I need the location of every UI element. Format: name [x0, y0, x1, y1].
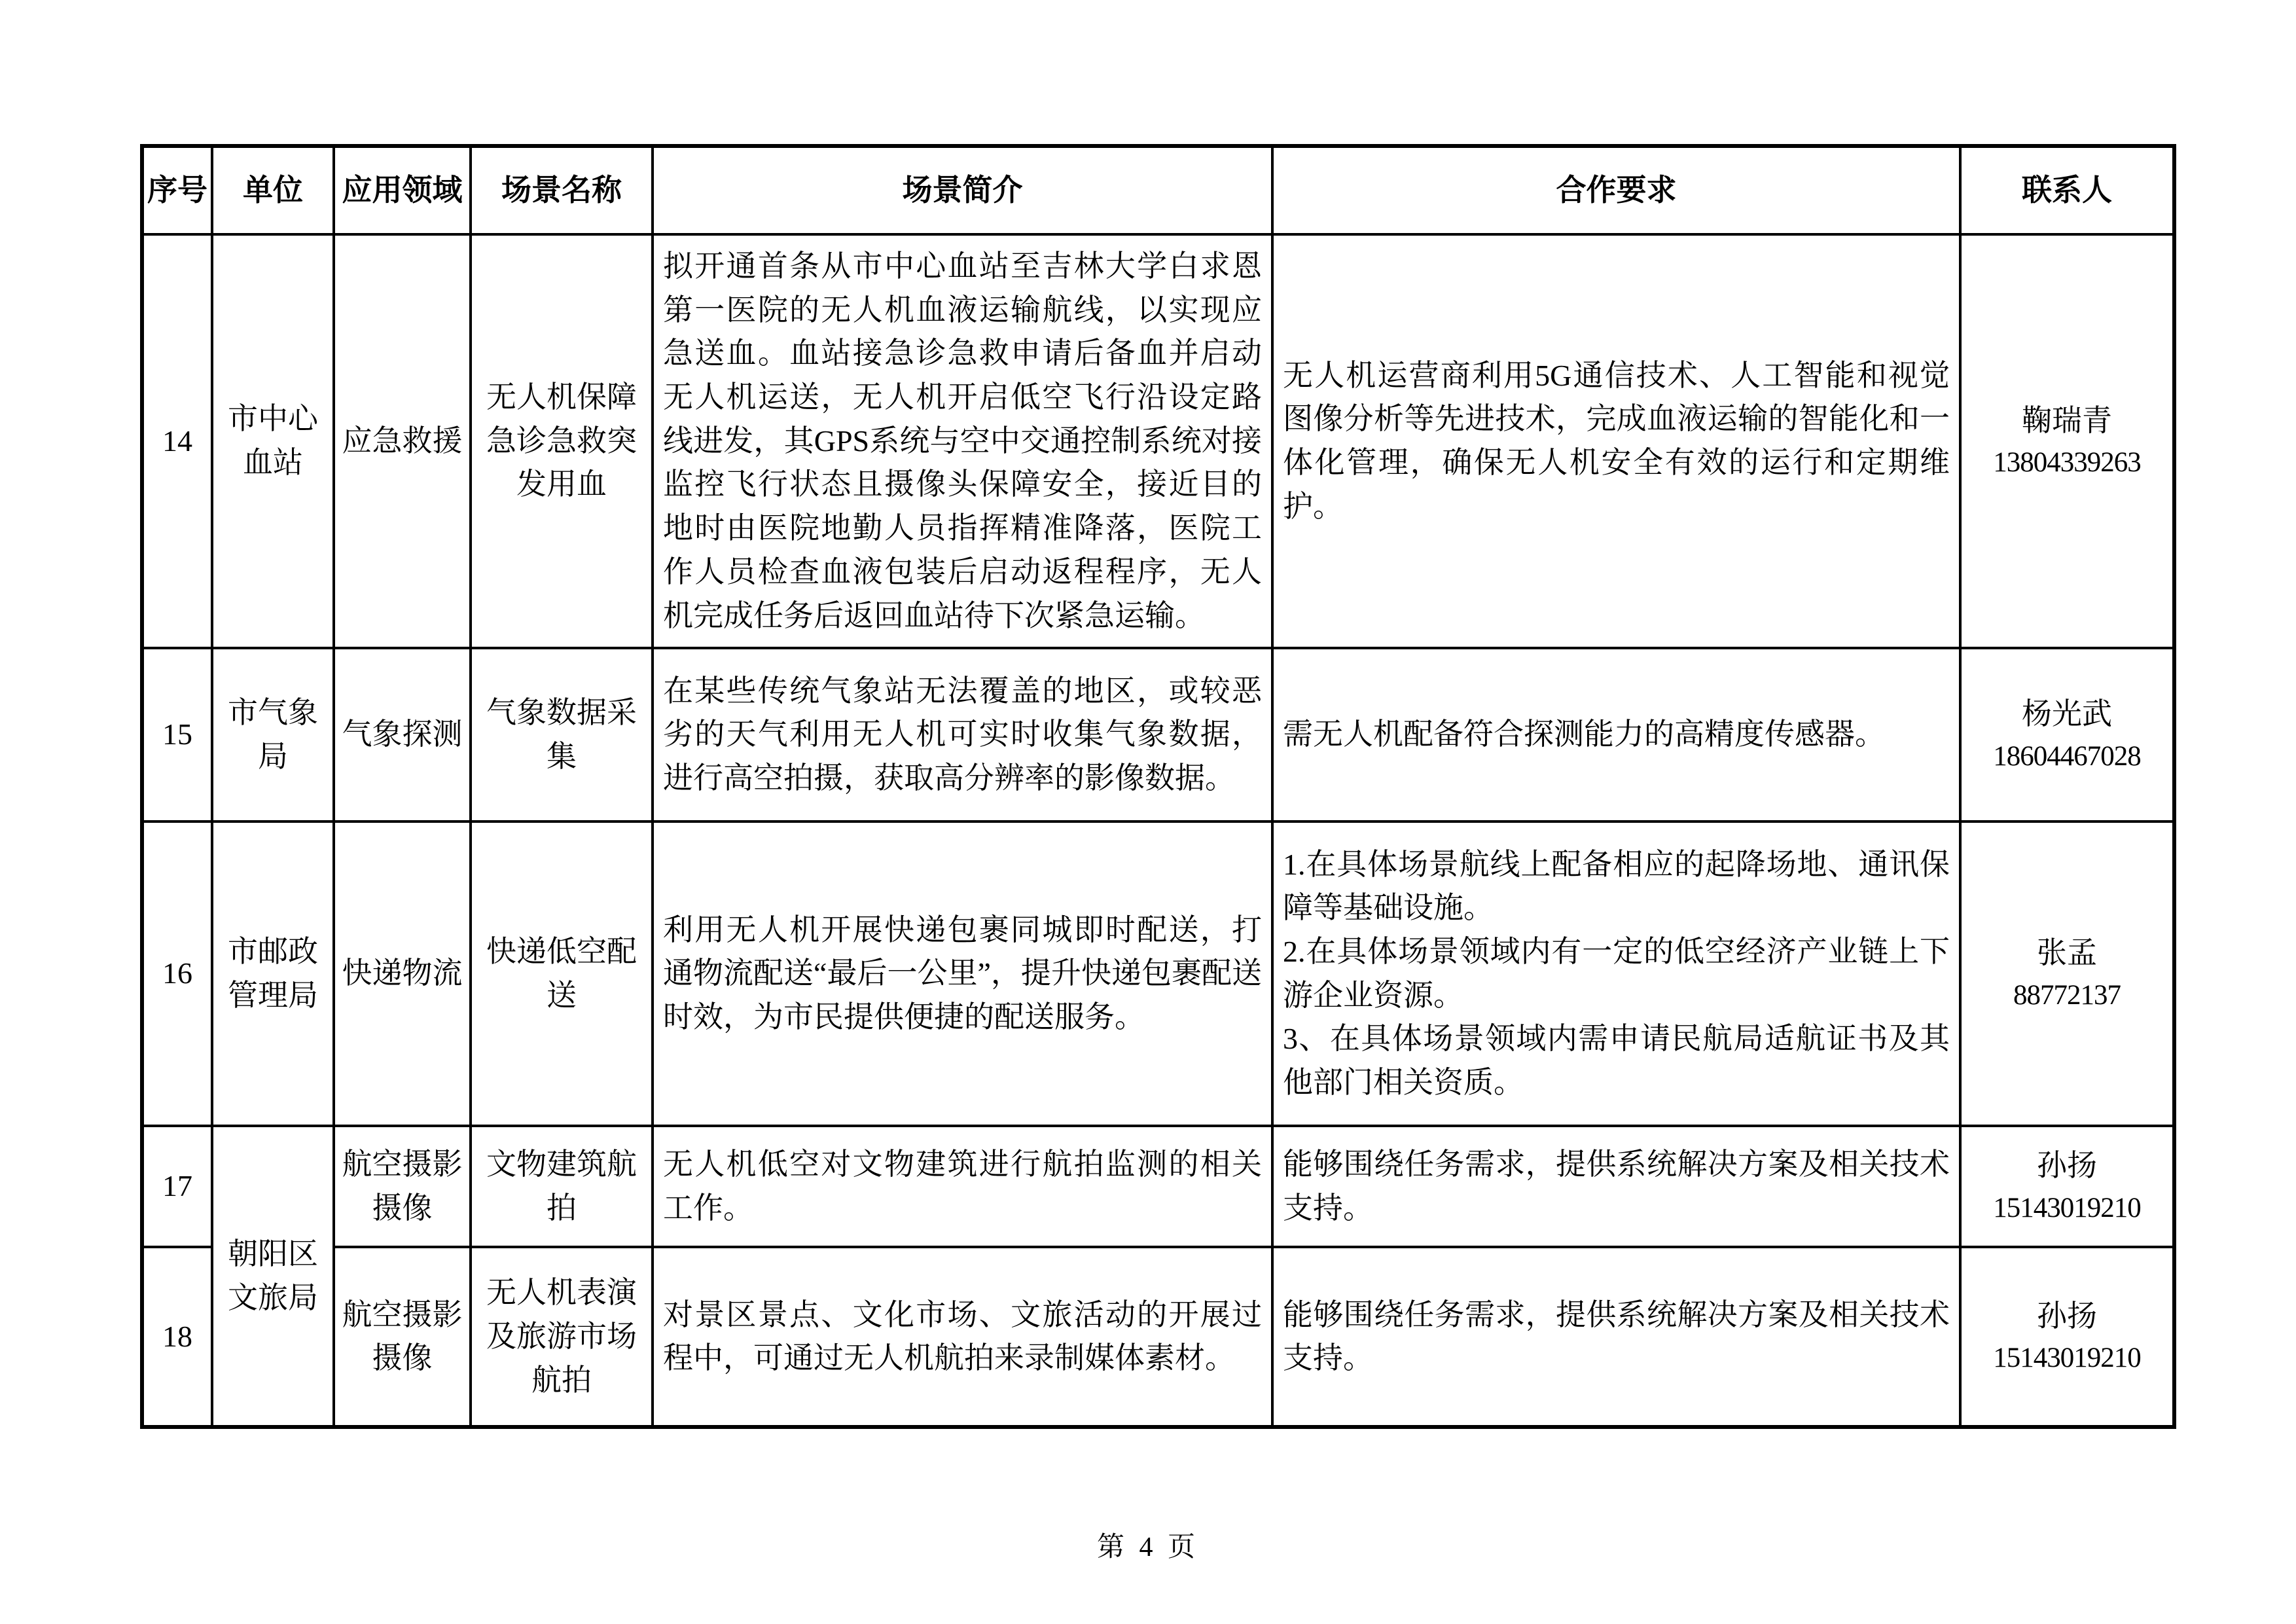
- row-index: 18: [142, 1247, 212, 1427]
- cooperation-cell: [1272, 821, 1960, 1126]
- scene-intro-cell: 拟开通首条从市中心血站至吉林大学白求恩第一医院的无人机血液运输航线，以实现应急送血。血站接急诊急救申请后备血并启动无人机运送，无人机开启低空飞行沿设定路线进发，其GPS系统与空中交通控制系统对接监控飞行状态且摄像头保障安全，接近目的地时由医院地勤人员指挥精准降落，医院工作人员检查血液包装后启动返程程序，无人机完成任务后返回血站待下次紧急运输。: [653, 234, 1272, 648]
- col-header-cooperation: 合作要求: [1272, 146, 1960, 234]
- header-row: [142, 146, 2174, 234]
- col-header-scene-name: 场景名称: [471, 146, 653, 234]
- row-index: 16: [142, 821, 212, 1126]
- col-header-scene-intro: 场景简介: [653, 146, 1272, 234]
- field-cell: 快递物流: [334, 821, 471, 1126]
- scene-intro-cell: 利用无人机开展快递包裹同城即时配送，打通物流配送“最后一公里”，提升快递包裹配送时效，为市民提供便捷的配送服务。: [653, 821, 1272, 1126]
- row-index: 15: [142, 648, 212, 821]
- scene-name-cell: 文物建筑航拍: [471, 1126, 653, 1247]
- contact-cell: [1960, 1247, 2174, 1427]
- contact-cell: [1960, 821, 2174, 1126]
- cooperation-cell: 无人机运营商利用5G通信技术、人工智能和视觉图像分析等先进技术，完成血液运输的智能化和一体化管理，确保无人机安全有效的运行和定期维护。: [1272, 234, 1960, 648]
- cooperation-cell: 能够围绕任务需求，提供系统解决方案及相关技术支持。: [1272, 1126, 1960, 1247]
- scene-intro-cell: 在某些传统气象站无法覆盖的地区，或较恶劣的天气利用无人机可实时收集气象数据，进行高空拍摄，获取高分辨率的影像数据。: [653, 648, 1272, 821]
- unit-cell: 市中心血站: [212, 234, 334, 648]
- row-index: 17: [142, 1126, 212, 1247]
- field-cell: 航空摄影摄像: [334, 1126, 471, 1247]
- field-cell: 应急救援: [334, 234, 471, 648]
- table-row: [142, 234, 2174, 648]
- scene-intro-cell: 对景区景点、文化市场、文旅活动的开展过程中，可通过无人机航拍来录制媒体素材。: [653, 1247, 1272, 1427]
- table-row: [142, 1247, 2174, 1427]
- contact-name: 鞠瑞青: [2022, 403, 2112, 437]
- scene-intro-cell: 无人机低空对文物建筑进行航拍监测的相关工作。: [653, 1126, 1272, 1247]
- cooperation-item-3: 3、在具体场景领域内需申请民航局适航证书及其他部门相关资质。: [1283, 1022, 1950, 1100]
- contact-cell: [1960, 1126, 2174, 1247]
- unit-cell-merged: 朝阳区文旅局: [212, 1126, 334, 1427]
- table-row: [142, 1126, 2174, 1247]
- cooperation-item-2: 2.在具体场景领域内有一定的低空经济产业链上下游企业资源。: [1283, 935, 1950, 1012]
- contact-phone: 18604467028: [1993, 740, 2141, 772]
- contact-phone: 15143019210: [1993, 1343, 2141, 1374]
- col-header-field: 应用领域: [334, 146, 471, 234]
- page-number: 第 4 页: [1096, 1532, 1199, 1562]
- scene-name-cell: 快递低空配送: [471, 821, 653, 1126]
- contact-phone: 15143019210: [1993, 1192, 2141, 1223]
- table-row: [142, 648, 2174, 821]
- contact-name: 孙扬: [2037, 1299, 2097, 1333]
- unit-cell: 市邮政管理局: [212, 821, 334, 1126]
- scene-name-cell: 无人机保障急诊急救突发用血: [471, 234, 653, 648]
- col-header-unit: 单位: [212, 146, 334, 234]
- contact-phone: 13804339263: [1993, 447, 2141, 478]
- scenario-table: [140, 144, 2176, 1429]
- col-header-contact: 联系人: [1960, 146, 2174, 234]
- contact-cell: [1960, 234, 2174, 648]
- contact-name: 杨光武: [2022, 697, 2112, 731]
- contact-cell: [1960, 648, 2174, 821]
- field-cell: 气象探测: [334, 648, 471, 821]
- col-header-index: 序号: [142, 146, 212, 234]
- scene-name-cell: 无人机表演及旅游市场航拍: [471, 1247, 653, 1427]
- row-index: 14: [142, 234, 212, 648]
- scene-name-cell: 气象数据采集: [471, 648, 653, 821]
- table-row: [142, 821, 2174, 1126]
- field-cell: 航空摄影摄像: [334, 1247, 471, 1427]
- unit-cell: 市气象局: [212, 648, 334, 821]
- cooperation-cell: 能够围绕任务需求，提供系统解决方案及相关技术支持。: [1272, 1247, 1960, 1427]
- contact-phone: 88772137: [2013, 979, 2121, 1011]
- cooperation-cell: 需无人机配备符合探测能力的高精度传感器。: [1272, 648, 1960, 821]
- contact-name: 孙扬: [2037, 1149, 2097, 1183]
- contact-name: 张孟: [2037, 936, 2097, 970]
- cooperation-item-1: 1.在具体场景航线上配备相应的起降场地、通讯保障等基础设施。: [1283, 847, 1950, 925]
